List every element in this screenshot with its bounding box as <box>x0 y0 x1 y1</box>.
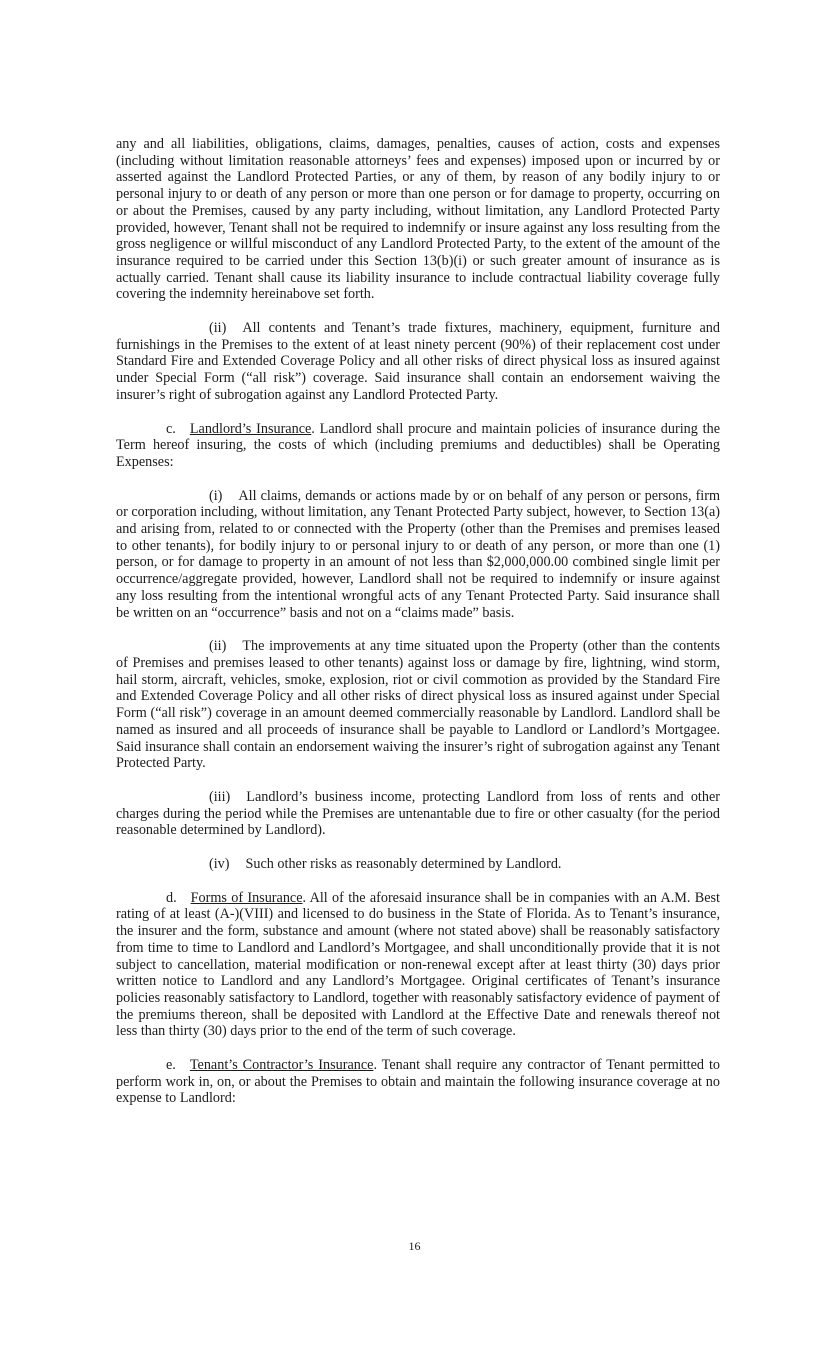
section-d-forms-of-insurance <box>116 890 720 1040</box>
section-letter: c. <box>166 420 176 437</box>
landlord-insurance-item-ii <box>116 638 720 772</box>
paragraph-continued-indemnity: any and all liabilities, obligations, claims, damages, penalties, causes of action, costs and expenses (including without limitation reasonable attorneys’ fees and expenses) imposed upon or incurred by or asserted against the Landlord Protected Parties, or any of them, by reason of any bodily injury to or personal injury to or death of any person or more than one person or for damage to property, occurring on or about the Premises, caused by any party including, without limitation, any Landlord Protected Party provided, however, Tenant shall not be required to indemnify or insure against any loss resulting from the gross negligence or willful misconduct of any Landlord Protected Party, to the extent of the amount of the insurance required to be carried under this Section 13(b)(i) or such greater amount of insurance as is actually carried. Tenant shall cause its liability insurance to include contractual liability coverage fully covering the indemnity hereinabove set forth. <box>116 136 720 303</box>
item-text: Such other risks as reasonably determined by Landlord. <box>245 856 562 873</box>
landlord-insurance-item-i <box>116 488 720 622</box>
section-title: Forms of Insurance <box>190 889 303 906</box>
item-number: (i) <box>209 487 223 504</box>
item-text: All contents and Tenant’s trade fixtures, machinery, equipment, furniture and furnishings in the Premises to the extent of at least ninety percent (90%) of their replacement cost under Standard Fire and Extended Coverage Policy and all other risks of direct physical loss as insured against under Special Form (“all risk”) coverage. Said insurance shall contain an endorsement waiving the insurer’s right of subrogation against any Landlord Protected Party. <box>116 320 720 403</box>
section-c-landlords-insurance <box>116 421 720 471</box>
section-text: . Tenant shall require any contractor of Tenant permitted to perform work in, on, or about the Premises to obtain and maintain the following insurance coverage at no expense to Landlord: <box>116 1057 720 1107</box>
section-title: Landlord’s Insurance <box>189 420 312 437</box>
item-number: (iii) <box>209 788 231 805</box>
item-number: (iv) <box>209 856 230 873</box>
landlord-insurance-item-iv <box>116 856 720 873</box>
tenant-insurance-item-ii <box>116 320 720 404</box>
section-letter: d. <box>166 889 177 906</box>
section-text: . Landlord shall procure and maintain policies of insurance during the Term hereof insuring, the costs of which (including premiums and deductibles) shall be Operating Expenses: <box>116 420 720 470</box>
item-text: All claims, demands or actions made by or on behalf of any person or persons, firm or corporation including, without limitation, any Tenant Protected Party subject, however, to Section 13(a) and arising from, related to or connected with the Property (other than the Premises and premises leased to other tenants), for bodily injury to or personal injury to or death of any person, or more than one (1) person, or for damage to property in an amount of not less than $2,000,000.00 combined single limit per occurrence/aggregate provided, however, Landlord shall not be required to indemnify or insure against any loss resulting from the intentional wrongful acts of any Tenant Protected Party. Said insurance shall be written on an “occurrence” basis and not on a “claims made” basis. <box>116 487 720 621</box>
section-text: . All of the aforesaid insurance shall be in companies with an A.M. Best rating of at least (A-)(VIII) and licensed to do business in the State of Florida. As to Tenant’s insurance, the insurer and the form, substance and amount (where not stated above) shall be reasonably satisfactory from time to time to Landlord and Landlord’s Mortgagee, and shall unconditionally provide that it is not subject to cancellation, material modification or non-renewal except after at least thirty (30) days prior written notice to Landlord and any Landlord’s Mortgagee. Original certificates of Tenant’s insurance policies reasonably satisfactory to Landlord, together with reasonably satisfactory evidence of payment of the premiums thereon, shall be deposited with Landlord at the Effective Date and renewals thereof not less than thirty (30) days prior to the end of the term of such coverage. <box>116 889 720 1040</box>
section-letter: e. <box>166 1057 176 1074</box>
item-number: (ii) <box>209 320 227 337</box>
landlord-insurance-item-iii <box>116 789 720 839</box>
page-number: 16 <box>408 1239 421 1253</box>
section-title: Tenant’s Contractor’s Insurance <box>189 1057 374 1074</box>
item-number: (ii) <box>209 638 227 655</box>
document-body <box>116 136 720 1124</box>
item-text: Landlord’s business income, protecting Landlord from loss of rents and other charges during the period while the Premises are untenantable due to fire or other casualty (for the period reasonable determined by Landlord). <box>116 788 720 839</box>
section-e-tenants-contractors-insurance <box>116 1057 720 1107</box>
item-text: The improvements at any time situated upon the Property (other than the contents of Premises and premises leased to other tenants) against loss or damage by fire, lightning, wind storm, hail storm, aircraft, vehicles, smoke, explosion, riot or civil commotion as provided by the Standard Fire and Extended Coverage Policy and all other risks of direct physical loss as insured against under Special Form (“all risk”) coverage in an amount deemed commercially reasonable by Landlord. Landlord shall be named as insured and all proceeds of insurance shall be payable to Landlord or Landlord’s Mortgagee. Said insurance shall contain an endorsement waiving the insurer’s right of subrogation against any Tenant Protected Party. <box>116 638 720 772</box>
